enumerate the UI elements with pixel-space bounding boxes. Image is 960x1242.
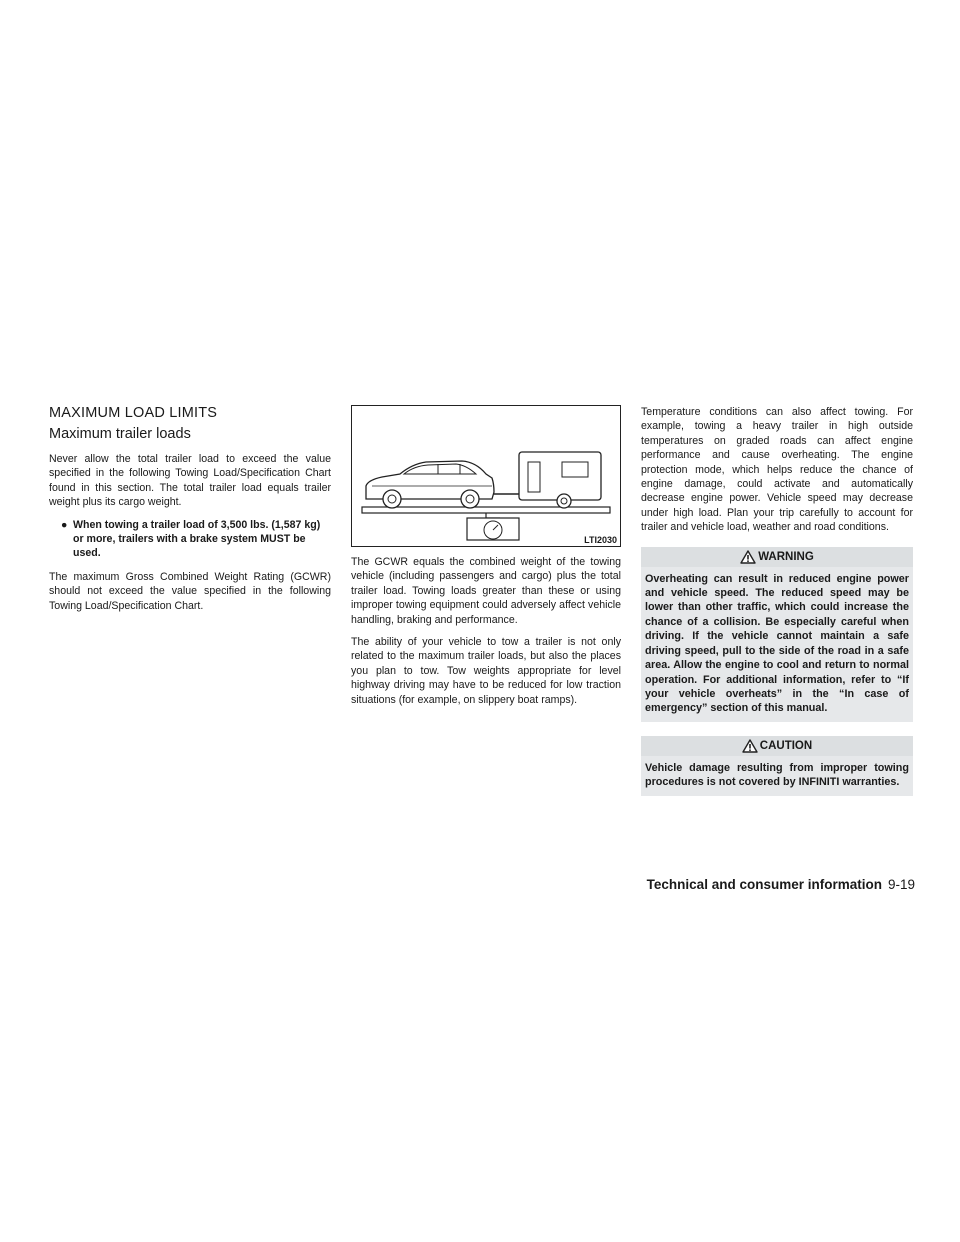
bullet-text: When towing a trailer load of 3,500 lbs. (1,587 kg) or more, trailers with a brake system MUST be used. [73,518,321,560]
page-footer [590,877,915,892]
left-column [49,405,331,621]
right-column [641,405,913,810]
footer-section: Technical and consumer information [646,877,882,892]
temperature-paragraph: Temperature conditions can also affect towing. For example, towing a heavy trailer in high outside temperatures on graded roads can affect engine performance and cause overheating. The engine protection mode, which helps reduce the chance of engine damage, could activate and automatically decrease engine power. Vehicle speed may decrease under high load. Plan your trip carefully to account for trailer and vehicle load, weather and road conditions. [641,406,913,534]
warning-text: Overheating can result in reduced engine power and vehicle speed. The reduced speed may be lower than other traffic, which could increase the chance of a collision. Be especially careful when driving. If the vehicle cannot maintain a safe driving speed, pull to the side of the road in a safe area. Allow the engine to cool and return to normal operation. For additional information, refer to “If your vehicle overheats” in the “In case of emergency” section of this manual. [641,567,913,722]
caution-header [641,736,913,756]
warning-icon [740,550,756,564]
warning-header [641,547,913,567]
warning-box [641,547,913,722]
gcwr-paragraph: The maximum Gross Combined Weight Rating (GCWR) should not exceed the value specified in the following Towing Load/Specification Chart. [49,570,331,612]
caution-title: CAUTION [759,739,813,752]
caution-text: Vehicle damage resulting from improper towing procedures is not covered by INFINITI warranties. [641,756,913,796]
towing-illustration [351,405,621,547]
tow-places-paragraph: The ability of your vehicle to tow a trailer is not only related to the maximum trailer loads, but also the places you plan to tow. Tow weights appropriate for level highway driving may have to be reduced for low traction situations (for example, on slippery boat ramps). [351,636,621,706]
bullet-icon: ● [61,518,68,531]
figure-label: LTI2030 [584,535,617,545]
middle-column [351,405,621,715]
warning-title: WARNING [758,550,814,563]
gcwr-definition-paragraph: The GCWR equals the combined weight of the towing vehicle (including passengers and cargo) plus the total trailer load. Towing loads greater than these or using improper towing equipment could adversely affect vehicle handling, braking and performance. [351,556,621,626]
caution-box [641,736,913,796]
brake-requirement-bullet [49,518,331,561]
car-trailer-scale-icon [352,406,620,546]
caution-icon [742,739,758,753]
section-title: MAXIMUM LOAD LIMITS [49,405,218,421]
subsection-title: Maximum trailer loads [49,426,191,442]
page-number: 9-19 [887,877,915,892]
intro-paragraph: Never allow the total trailer load to exceed the value specified in the following Towing Load/Specification Chart found in this section. The total trailer load equals trailer weight plus its cargo weight. [49,453,331,509]
